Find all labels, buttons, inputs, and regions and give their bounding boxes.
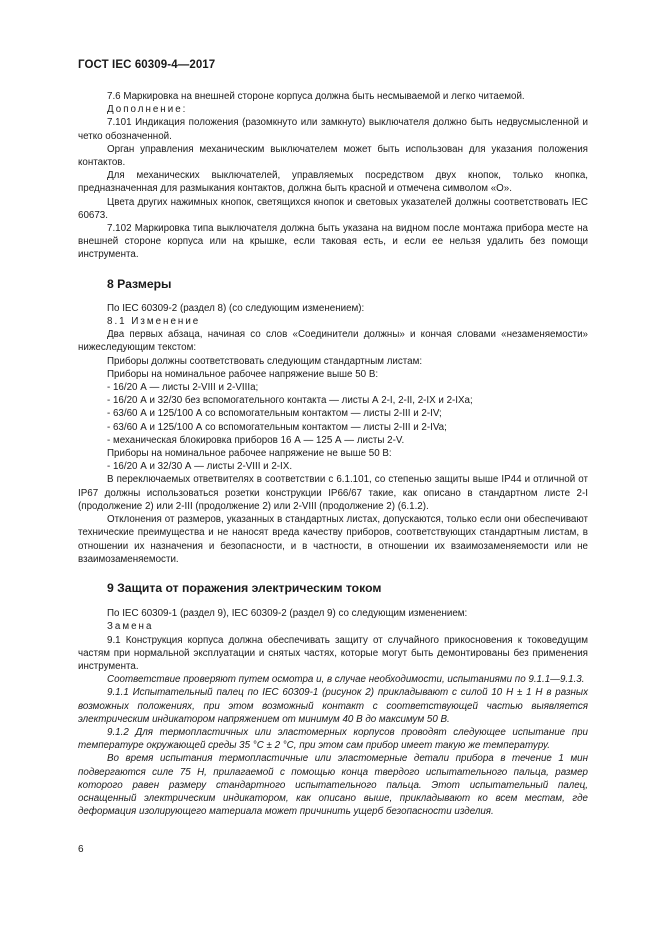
section-heading: 9 Защита от поражения электрическим током [107, 580, 382, 595]
paragraph: Отклонения от размеров, указанных в стандартных листах, допускаются, только если они обеспечивают технические преимущества и не наносят вреда качеству приборов, соответствующих стандартным листам, в отношении их назначения и безопасности, и в частности, в отношении их взаимозаменяемости или не взаимозаменяемости. [78, 514, 588, 565]
paragraph: Приборы на номинальное рабочее напряжение выше 50 В: [107, 368, 379, 380]
paragraph: Цвета других нажимных кнопок, светящихся кнопок и световых указателей должны соответствовать IEC 60673. [78, 196, 588, 221]
document-body [78, 90, 588, 818]
paragraph: Орган управления механическим выключателем может быть использован для указания положения контактов. [78, 143, 588, 169]
paragraph-label: Дополнение: [107, 104, 188, 116]
list-item: - механическая блокировка приборов 16 А — 125 А — листы 2-V. [107, 434, 405, 446]
list-item: - 63/60 А и 125/100 А со вспомогательным контактом — листы 2-III и 2-IV; [107, 408, 442, 420]
page-number: 6 [78, 844, 84, 855]
paragraph: В переключаемых ответвителях в соответствии с 6.1.101, со степенью защиты выше IP44 и отличной от IP67 должны использоваться розетки конструкции IP66/67 такие, как описано в стандартном листе 2-I (продолжение 2) или 2-III (продолжение 2) или 2-VIII (продолжение 2) (6.1.2). [78, 474, 588, 512]
paragraph: Приборы должны соответствовать следующим стандартным листам: [107, 355, 423, 367]
paragraph: 7.101 Индикация положения (разомкнуто или замкнуто) выключателя должно быть недвусмысленной и четко обозначенной. [78, 117, 588, 142]
document-header: ГОСТ IEC 60309-4—2017 [78, 59, 216, 71]
paragraph: 9.1.1 Испытательный палец по IEC 60309-1 (рисунок 2) прикладывают с силой 10 Н ± 1 Н в разных возможных положениях, при этом возможный контакт с соответствующей частью выявляется электрическим индикатором напряжением от минимум 40 В до максимум 50 В. [78, 687, 588, 725]
list-item: - 16/20 А и 32/30 А — листы 2-VIII и 2-IX. [107, 461, 293, 473]
section-heading: 8 Размеры [107, 276, 172, 291]
paragraph: 9.1.2 Для термопластичных или эластомерных корпусов проводят следующее испытание при температуре окружающей среды 35 °С ± 2 °С, при этом сам прибор имеет такую же температуру. [78, 726, 588, 752]
list-item: - 16/20 А и 32/30 без вспомогательного контакта — листы А 2-I, 2-II, 2-IX и 2-IXa; [107, 395, 473, 407]
paragraph: Во время испытания термопластичные или эластомерные детали прибора в течение 1 мин подвергаются силе 75 Н, прилагаемой с помощью конца твердого испытательного пальца, размер которого равен размеру стандартного испытательного пальца. Этот испытательный палец, оснащенный электрическим индикатором, как описано выше, прикладывают ко всем местам, где деформация изолирующего материала может причинить ущерб безопасности изделия. [78, 753, 588, 818]
paragraph-label: 8.1 Изменение [107, 316, 201, 328]
list-item: - 16/20 А — листы 2-VIII и 2-VIIIa; [107, 382, 259, 394]
paragraph: Соответствие проверяют путем осмотра и, в случае необходимости, испытаниями по 9.1.1—9.1.3. [107, 674, 585, 686]
paragraph-label: Замена [107, 621, 154, 633]
paragraph: Два первых абзаца, начиная со слов «Соединители должны» и кончая словами «незаменяемости» нижеследующим текстом: [78, 329, 588, 354]
paragraph: 7.6 Маркировка на внешней стороне корпуса должна быть несмываемой и легко читаемой. [107, 91, 525, 102]
paragraph: По IEC 60309-1 (раздел 9), IEC 60309-2 (раздел 9) со следующим изменением: [107, 608, 468, 620]
paragraph: 9.1 Конструкция корпуса должна обеспечивать защиту от случайного прикосновения к токоведущим частям при нормальной эксплуатации и снятых частях, которые могут быть демонтированы без применения инструмента. [78, 634, 588, 672]
paragraph: По IEC 60309-2 (раздел 8) (со следующим изменением): [107, 302, 365, 314]
paragraph: Для механических выключателей, управляемых посредством двух кнопок, только кнопка, предназначенная для размыкания контактов, должна быть красной и отмечена символом «О». [78, 170, 588, 195]
list-item: - 63/60 А и 125/100 А со вспомогательным контактом — листы 2-III и 2-IVa; [107, 421, 447, 433]
paragraph: 7.102 Маркировка типа выключателя должна быть указана на видном после монтажа прибора месте на внешней стороне корпуса или на крышке, если таковая есть, и если ее нельзя удалить без помощи инструмента. [78, 223, 588, 261]
paragraph: Приборы на номинальное рабочее напряжение не выше 50 В: [107, 448, 392, 460]
